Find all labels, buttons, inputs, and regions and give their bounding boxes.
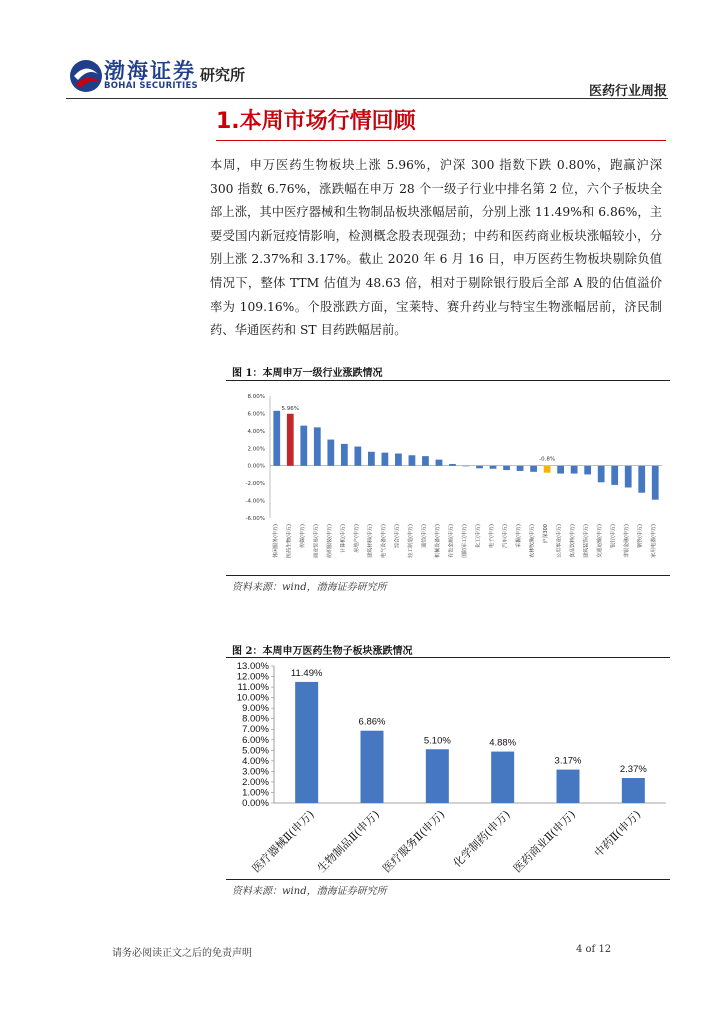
x-tick-label: 轻工制造(申万) [407,524,414,558]
bar [382,453,389,466]
bar [287,414,294,466]
section-underline [216,140,666,141]
bar [638,466,645,493]
data-label: 5.10% [423,735,451,747]
x-tick-label: 化学制药(申万) [450,807,513,870]
x-tick-label: 国防军工(申万) [462,524,468,558]
figure1-bottom-rule [226,575,670,576]
x-tick-label: 汽车(申万) [502,524,509,548]
bar [557,770,580,803]
y-tick-label: 8.00% [247,394,265,400]
x-tick-label: 钢铁(申万) [637,524,644,548]
y-tick-label: -6.00% [245,516,265,522]
data-label: 5.96% [281,405,300,412]
header-divider [66,98,668,99]
logo-english-text: BOHAI SECURITIES [104,81,198,91]
x-tick-label: 采掘(申万) [516,524,523,548]
bar [295,682,318,803]
bar [341,444,348,466]
data-label: 3.17% [554,755,582,767]
figure1-source: 资料来源：wind，渤海证券研究所 [232,582,387,593]
x-tick-label: 化工(申万) [475,524,482,548]
y-tick-label: -4.00% [245,498,265,505]
bar [476,466,483,469]
report-type: 医药行业周报 [588,84,667,99]
x-tick-label: 银行(申万) [610,524,617,548]
y-tick-label: 12.00% [236,671,269,683]
x-tick-label: 综合(申万) [394,524,401,548]
institute-name: 研究所 [200,66,246,84]
x-tick-label: 计算机(申万) [340,524,347,553]
bar [395,454,402,466]
bar [652,466,659,500]
bar [273,411,280,466]
y-tick-label: 4.00% [247,428,265,435]
x-tick-label: 医药生物(申万) [286,524,293,558]
y-tick-label: 7.00% [242,724,269,736]
bar [449,464,456,466]
y-tick-label: 5.00% [242,745,269,757]
x-tick-label: 食品饮料(申万) [570,524,577,558]
bar [426,749,449,803]
bar [463,466,470,467]
section-title: 1.本周市场行情回顾 [216,109,416,134]
bar [584,466,591,475]
x-tick-label: 机械设备(申万) [434,524,441,558]
bar [517,466,524,471]
y-tick-label: 10.00% [236,692,269,704]
x-tick-label: 建筑材料(申万) [367,524,374,558]
x-tick-label: 电子(申万) [489,524,496,548]
bar [571,466,578,474]
x-tick-label: 休闲服务(申万) [272,524,279,558]
y-tick-label: 13.00% [236,661,269,672]
bar [409,455,416,465]
data-label: 6.86% [358,716,386,728]
y-tick-label: 3.00% [242,766,269,778]
bar [625,466,632,488]
bar [503,466,510,470]
x-tick-label: 建筑装饰(申万) [583,524,590,558]
bar [436,460,443,466]
x-tick-label: 医疗服务Ⅱ(申万) [380,807,448,876]
bar [491,752,514,803]
x-tick-label: 家用电器(申万) [651,524,658,558]
data-label: 11.49% [290,667,323,679]
x-tick-label: 中药Ⅱ(申万) [591,807,644,860]
y-tick-label: 2.00% [242,776,269,788]
y-tick-label: 2.00% [247,446,265,453]
data-label: 4.88% [489,737,517,749]
footer-disclaimer: 请务必阅读正文之后的免责声明 [112,948,252,959]
figure1-title: 图 1：本周申万一级行业涨跌情况 [232,368,383,379]
figure1-chart [226,384,670,574]
bar [422,456,429,466]
x-tick-label: 非银金融(申万) [624,524,631,558]
y-tick-label: 11.00% [237,682,269,694]
data-label: 2.37% [619,764,647,776]
figure1-top-rule [226,380,670,381]
bar [622,778,645,803]
x-tick-label: 房地产(申万) [353,524,360,553]
figure2-title: 图 2：本周申万医药生物子板块涨跌情况 [232,646,413,657]
y-tick-label: 1.00% [242,787,269,799]
bar [557,466,564,474]
x-tick-label: 医药商业Ⅱ(申万) [510,807,579,876]
x-tick-label: 沪深300 [543,524,550,544]
x-tick-label: 电气设备(申万) [380,524,387,558]
body-paragraph: 本周，申万医药生物板块上涨 5.96%，沪深 300 指数下跌 0.80%，跑赢沪深 300 指数 6.76%，涨跌幅在申万 28 个一级子行业中排名第 2 位，六个子板块全部上涨，其中医疗器械和生物制品板块涨幅居前，分别上涨 11.49%和 6.86%，主要受国内新冠疫情影响，检测概念股表现强劲；中药和医药商业板块涨幅较小，分别上涨 2.37%和 3.17%。截止 2020 年 6 月 16 日，申万医药生物板块剔除负值情况下，整体 TTM 估值为 48.63 倍，相对于剔除银行股后全部 A 股的估值溢价率为 109.16%。个股涨跌方面，宝莱特、赛升药业与特宝生物涨幅居前，济民制药、华通医药和 ST 目药跌幅居前。 [210,158,662,338]
bar [300,426,307,466]
x-tick-label: 传媒(申万) [299,524,306,548]
x-tick-label: 医疗器械Ⅱ(申万) [249,807,317,876]
bar [490,466,497,469]
figure2-bottom-rule [226,879,670,880]
bar [314,427,321,465]
x-tick-label: 纺织服装(申万) [326,524,333,558]
data-label: -0.8% [539,456,556,463]
y-tick-label: -2.00% [245,481,265,488]
bar [327,440,334,466]
x-tick-label: 有色金属(申万) [448,524,455,558]
bar [530,466,537,472]
x-tick-label: 生物制品Ⅱ(申万) [314,807,383,876]
bar [544,466,551,473]
bar [361,731,384,803]
x-tick-label: 农林牧渔(申万) [529,524,536,558]
logo-chinese-text: 渤海证券 [104,58,196,83]
x-tick-label: 公用事业(申万) [556,524,563,558]
y-tick-label: 9.00% [242,703,269,715]
figure2-source: 资料来源：wind，渤海证券研究所 [232,886,387,897]
y-tick-label: 6.00% [247,411,265,418]
y-tick-label: 0.00% [242,798,269,809]
figure2-chart [226,656,670,878]
y-tick-label: 4.00% [242,755,269,767]
bar [354,447,361,466]
x-tick-label: 交通运输(申万) [597,524,604,558]
x-tick-label: 商业贸易(申万) [313,524,320,558]
bar [611,466,618,485]
page-number: 4 of 12 [576,944,612,955]
y-tick-label: 0.00% [247,463,265,470]
bar [368,452,375,466]
y-tick-label: 6.00% [242,734,269,746]
y-tick-label: 8.00% [242,713,269,725]
x-tick-label: 通信(申万) [421,524,428,548]
bar [598,466,605,483]
